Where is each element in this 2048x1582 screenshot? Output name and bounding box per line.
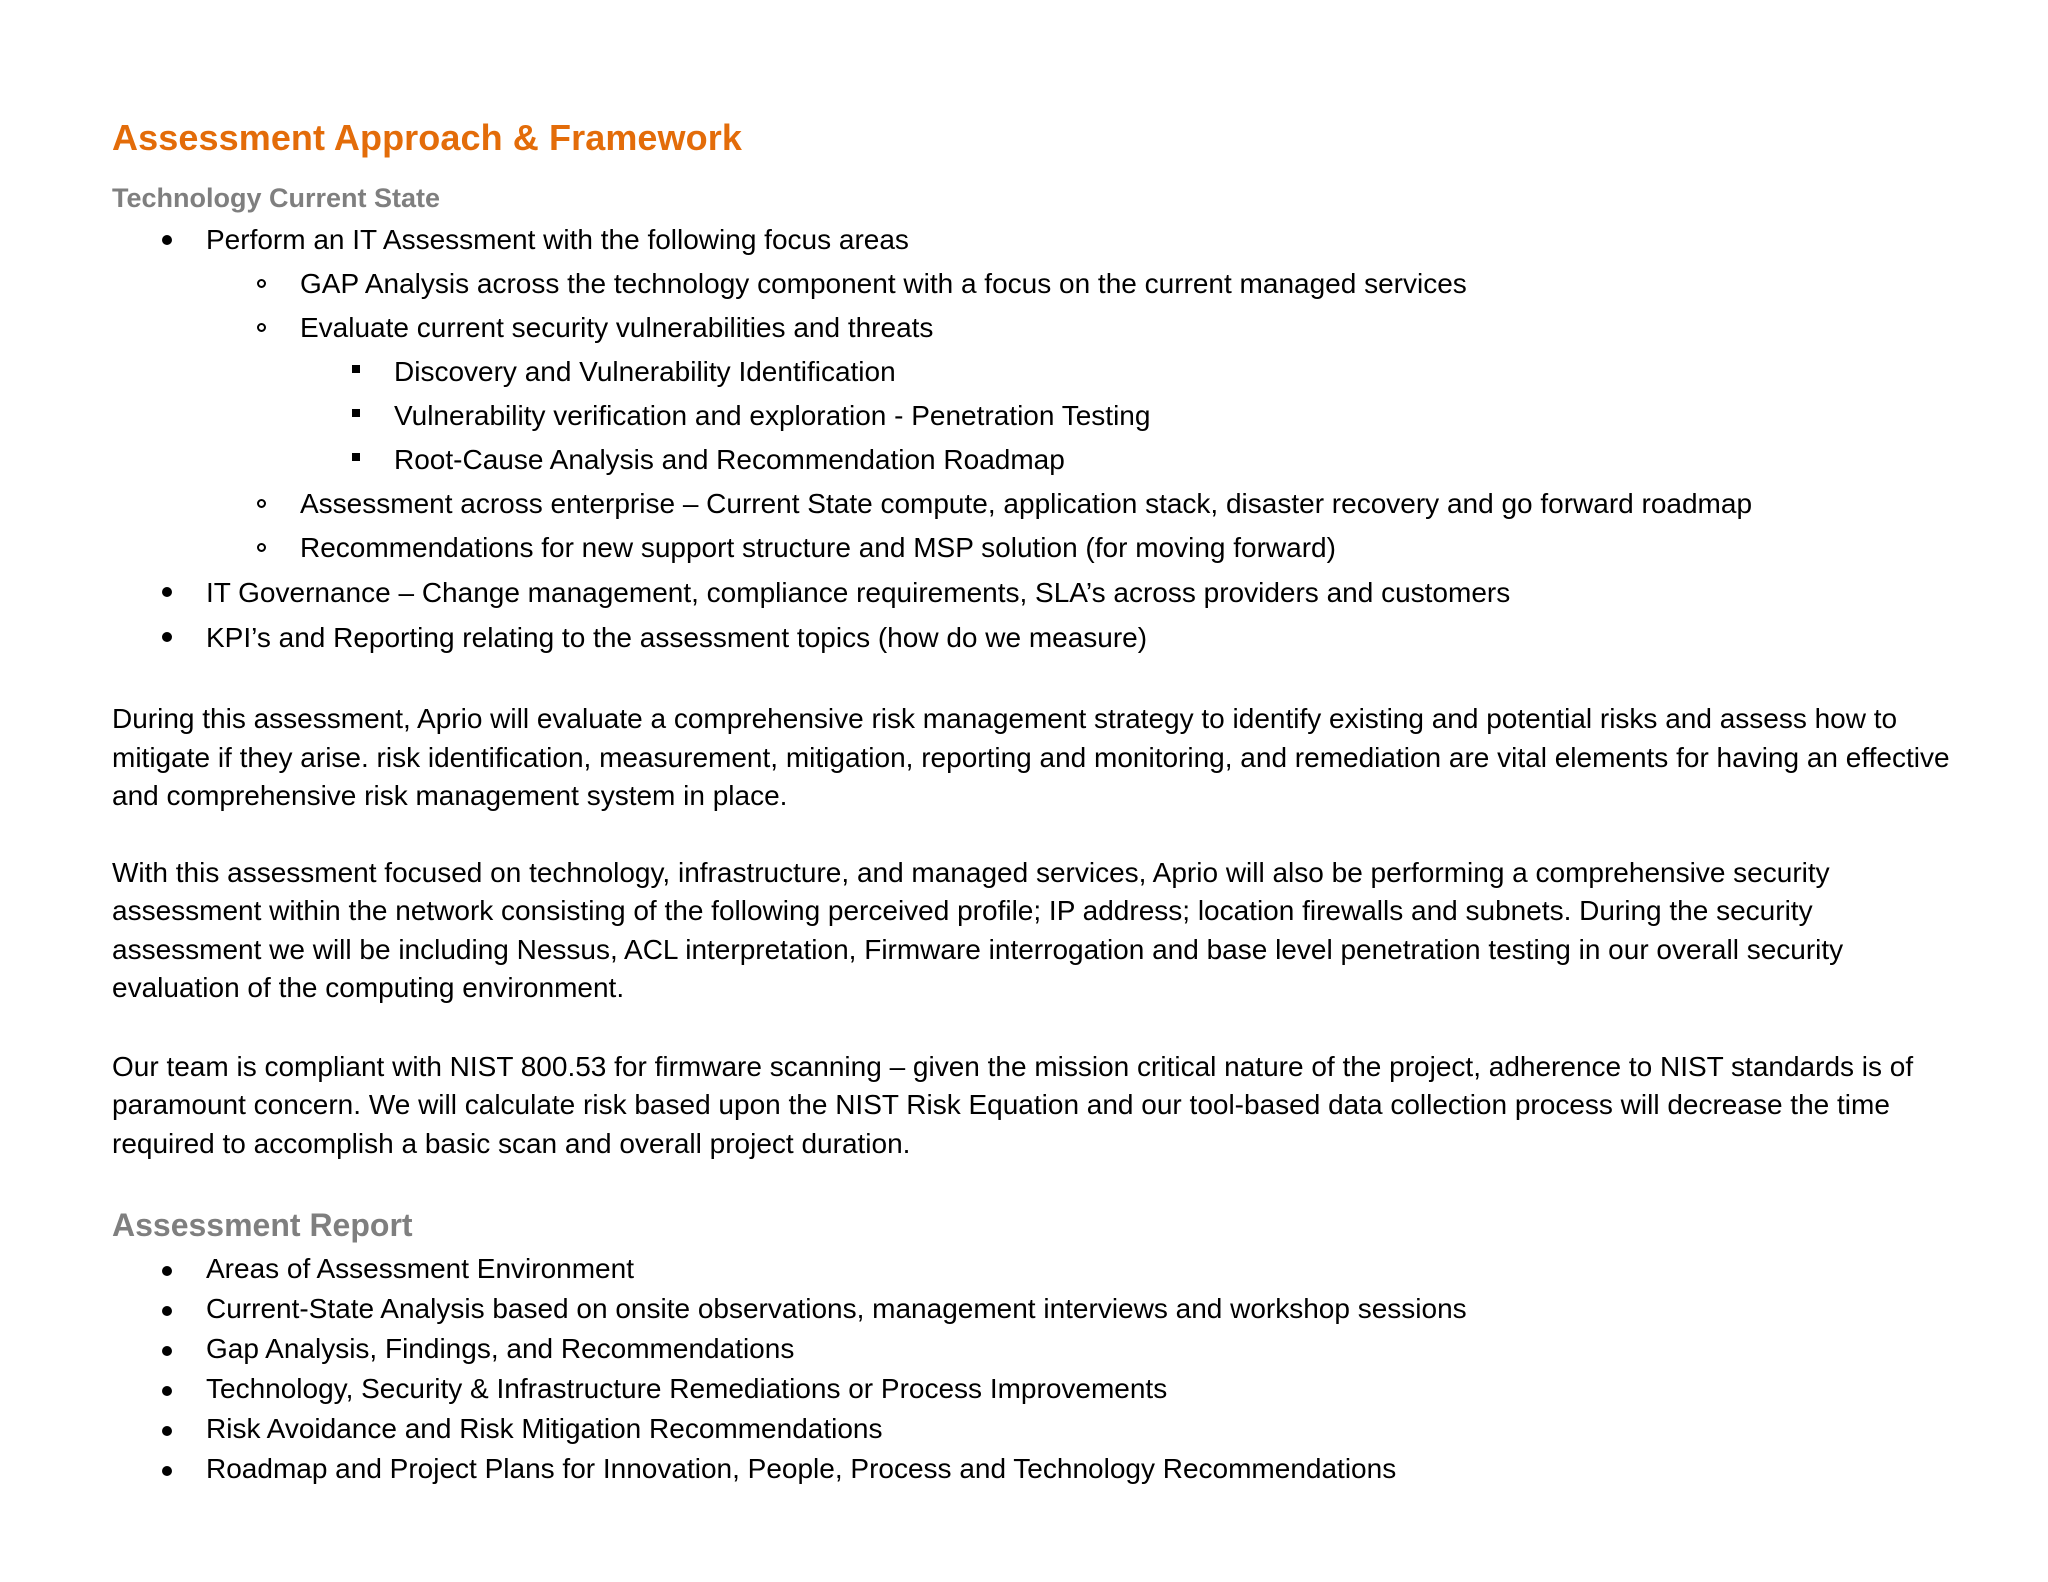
bullet-item: Current-State Analysis based on onsite observations, management interviews and workshop sessions xyxy=(112,1289,1938,1329)
bullet-item: Roadmap and Project Plans for Innovation, People, Process and Technology Recommendations xyxy=(112,1449,1938,1489)
bullet-item: Technology, Security & Infrastructure Remediations or Process Improvements xyxy=(112,1369,1938,1409)
bullet-item: Gap Analysis, Findings, and Recommendations xyxy=(112,1329,1938,1369)
sub-sub-bullet-item: Vulnerability verification and exploration - Penetration Testing xyxy=(112,394,1938,438)
bullet-item: Perform an IT Assessment with the following focus areas xyxy=(112,218,1938,262)
report-section-heading: Assessment Report xyxy=(112,1207,413,1243)
paragraph-nist-compliance: Our team is compliant with NIST 800.53 for firmware scanning – given the mission critical nature of the project, adherence to NIST standards is of paramount concern. We will calculate risk based upon the NIST Risk Equation and our tool-based data collection process will decrease the time required to accomplish a basic scan and overall project duration. xyxy=(112,1050,1914,1159)
tech-section-heading: Technology Current State xyxy=(112,183,441,213)
sub-bullet-item: GAP Analysis across the technology component with a focus on the current managed services xyxy=(112,262,1938,306)
spacer xyxy=(112,1008,1938,1048)
paragraph-security-assessment: With this assessment focused on technology, infrastructure, and managed services, Aprio will also be performing a comprehensive security assessment within the network consisting of the following perceived profile; IP address; location firewalls and subnets. During the security assessment we will be including Nessus, ACL interpretation, Firmware interrogation and base level penetration testing in our overall security evaluation of the computing environment. xyxy=(112,856,1844,1003)
bullet-item: KPI’s and Reporting relating to the assessment topics (how do we measure) xyxy=(112,615,1938,660)
report-bullet-list xyxy=(112,1249,1938,1489)
spacer xyxy=(112,816,1938,854)
sub-sub-bullet-item: Root-Cause Analysis and Recommendation Roadmap xyxy=(112,438,1938,482)
spacer xyxy=(112,1163,1938,1201)
sub-bullet-item: Assessment across enterprise – Current State compute, application stack, disaster recovery and go forward roadmap xyxy=(112,482,1938,526)
bullet-item: Areas of Assessment Environment xyxy=(112,1249,1938,1289)
sub-sub-bullet-item: Discovery and Vulnerability Identification xyxy=(112,350,1938,394)
tech-bullet-list xyxy=(112,218,1938,660)
sub-bullet-item: Recommendations for new support structure and MSP solution (for moving forward) xyxy=(112,526,1938,570)
paragraph-risk-management: During this assessment, Aprio will evaluate a comprehensive risk management strategy to identify existing and potential risks and assess how to mitigate if they arise. risk identification, measurement, mitigation, reporting and monitoring, and remediation are vital elements for having an effective and comprehensive risk management system in place. xyxy=(112,703,1950,811)
spacer xyxy=(112,660,1938,700)
sub-bullet-item: Evaluate current security vulnerabilities and threats xyxy=(112,306,1938,350)
page-title: Assessment Approach & Framework xyxy=(112,117,742,158)
bullet-item: Risk Avoidance and Risk Mitigation Recommendations xyxy=(112,1409,1938,1449)
bullet-item: IT Governance – Change management, compliance requirements, SLA’s across providers and customers xyxy=(112,570,1938,615)
